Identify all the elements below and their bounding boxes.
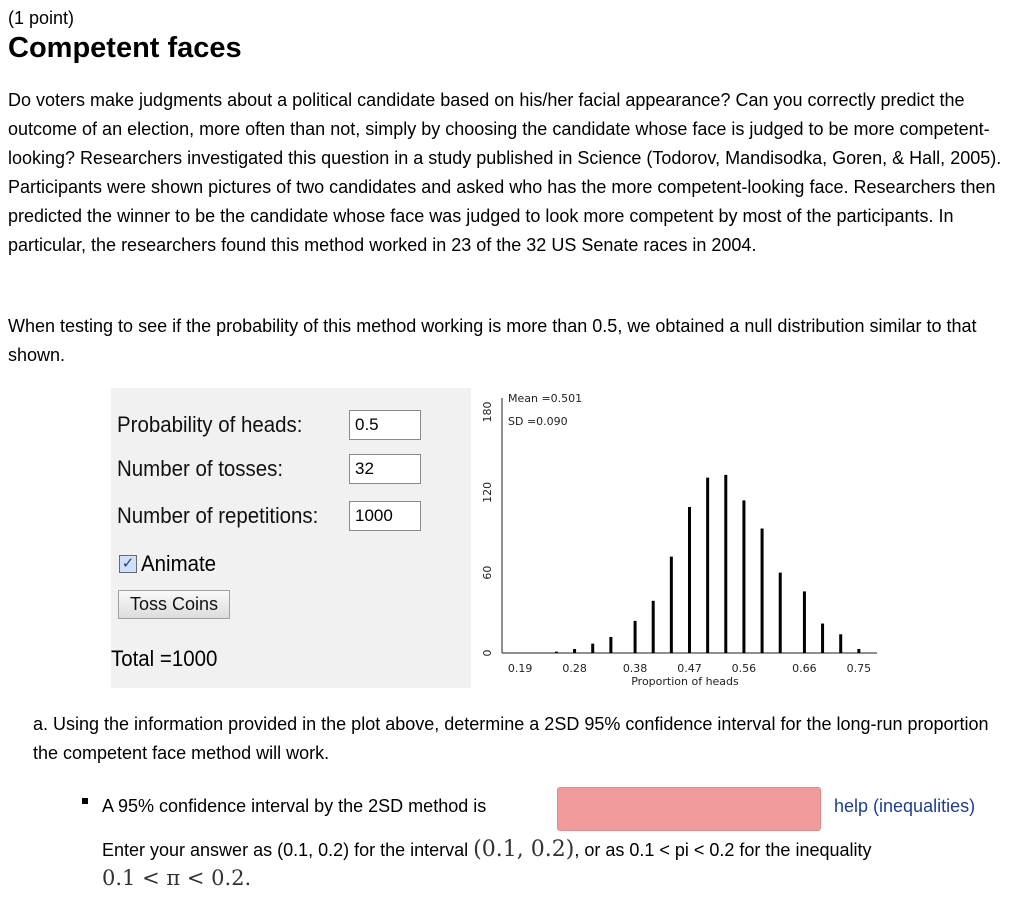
x-tick-label: 0.28 [562,662,587,675]
x-tick-label: 0.19 [507,662,533,675]
x-tick-label: 0.66 [792,662,817,675]
x-axis-title: Proportion of heads [631,675,739,688]
help-inequalities-link[interactable]: help (inequalities) [834,796,976,816]
toss-coins-button[interactable]: Toss Coins [118,590,230,619]
x-tick-label: 0.56 [731,662,757,675]
null-distribution-plot [477,388,881,688]
simulation-controls [111,388,471,688]
num-tosses-label: Number of tosses: [117,456,284,481]
setup-paragraph: When testing to see if the probability of this method working is more than 0.5, we obtained a null distribution similar to that shown. [8,316,977,365]
y-tick-label: 120 [481,481,494,503]
x-tick-label: 0.38 [622,662,648,675]
y-tick-label: 180 [481,401,494,423]
instr-text-2: , or as 0.1 < pi < 0.2 for the inequality [574,840,872,860]
answer-input[interactable] [557,787,821,831]
sd-label: SD =0.090 [508,415,568,428]
num-tosses-input[interactable] [349,454,421,484]
mean-label: Mean =0.501 [508,392,583,405]
num-reps-input[interactable] [349,501,421,531]
instr-text-1: Enter your answer as (0.1, 0.2) for the interval [102,840,474,860]
ci-prompt: A 95% confidence interval by the 2SD method is [102,796,487,816]
animate-checkbox[interactable]: ✓ [119,555,137,573]
prob-heads-label: Probability of heads: [117,412,303,437]
y-tick-label: 0 [481,649,494,657]
animate-label: Animate [141,551,217,576]
intro-paragraph: Do voters make judgments about a political candidate based on his/her facial appearance? Can you correctly predict the outcome of an election, more often than not, simply by choosing the candidate whose face is judged to be more competent-looking? Researchers investigated this question in a study published in Science (Todorov, Mandisodka, Goren, & Hall, 2005). Participants were shown pictures of two candidates and asked who has the more competent-looking face. Researchers then predicted the winner to be the candidate whose face was judged to look more competent by most of the participants. In particular, the researchers found this method worked in 23 of the 32 US Senate races in 2004. [8,90,1002,255]
interval-example-math: (0.1, 0.2) [473,837,575,862]
inequality-example-math: 0.1 < π < 0.2. [102,866,252,890]
total-count: Total =1000 [111,646,218,671]
x-tick-label: 0.47 [677,662,702,675]
answer-instructions [102,836,1002,893]
histogram-svg [477,388,881,688]
problem-title: Competent faces [8,32,242,64]
coin-toss-applet [111,388,881,688]
point-value: (1 point) [8,8,75,28]
prob-heads-input[interactable] [349,410,421,440]
bullet-icon [82,798,88,804]
y-tick-label: 60 [481,565,494,580]
question-a: a. Using the information provided in the plot above, determine a 2SD 95% confidence interval for the long-run proportion the competent face method will work. [33,714,989,763]
x-tick-label: 0.75 [846,662,872,675]
num-reps-label: Number of repetitions: [117,503,319,528]
